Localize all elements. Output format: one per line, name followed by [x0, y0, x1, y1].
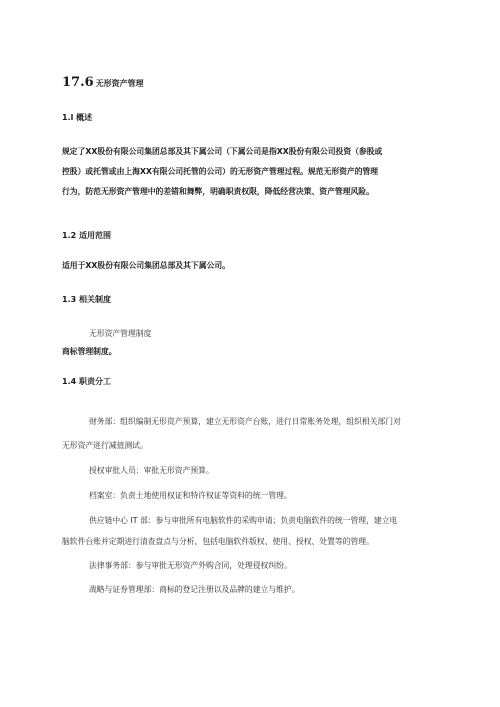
duty-finance-line-1: 财务部：组织编制无形资产预算，建立无形资产台账，进行日常账务处理，组织相关部门对: [89, 417, 401, 426]
duty-it-line-1: 供应链中心 IT 部：参与审批所有电脑软件的采购申请；负责电脑软件的统一管理，建立电: [89, 516, 398, 525]
policy-item-trademark: 商标管理制度。: [62, 347, 117, 356]
section-title: [62, 74, 144, 93]
heading-overview: 1.l 概述: [62, 113, 93, 122]
duty-strategy: 战略与证券管理部：商标的登记注册以及品牌的建立与维护。: [89, 585, 300, 594]
heading-related-policies: 1.3 相关制度: [62, 295, 111, 304]
duty-finance-line-2: 无形资产进行减值测试。: [62, 441, 148, 450]
overview-line-3: 行为，防范无形资产管理中的差错和舞弊，明确职责权限，降低经营决策、资产管理风险。: [62, 187, 374, 196]
heading-scope: 1.2 适用范围: [62, 231, 111, 240]
section-number: 17.6: [62, 75, 94, 90]
duty-legal: 法律事务部：参与审批无形资产外购合同，处理侵权纠纷。: [89, 561, 292, 570]
heading-responsibilities: 1.4 职责分工: [62, 377, 111, 386]
duty-it-line-2: 脑软件台账并定期进行清查盘点与分析，包括电脑软件版权、使用、授权、处置等的管理。: [62, 537, 374, 546]
duty-archive: 档案室：负责土地使用权证和特许权证等资料的统一管理。: [89, 491, 292, 500]
duty-approver: 授权审批人员：审批无形资产预算。: [89, 466, 214, 475]
scope-text: 适用于XX股份有限公司集团总部及其下属公司。: [62, 261, 230, 270]
overview-line-2: 控股）或托管或由上海XX有限公司托管的公司）的无形资产管理过程。规范无形资产的管理: [62, 167, 379, 176]
section-title-text: 无形资产管理: [95, 79, 144, 88]
overview-line-1: 规定了XX股份有限公司集团总部及其下属公司（下属公司是指XX股份有限公司投资（参股或: [62, 147, 383, 156]
policy-item-intangible: 无形资产管理制度: [89, 329, 152, 338]
